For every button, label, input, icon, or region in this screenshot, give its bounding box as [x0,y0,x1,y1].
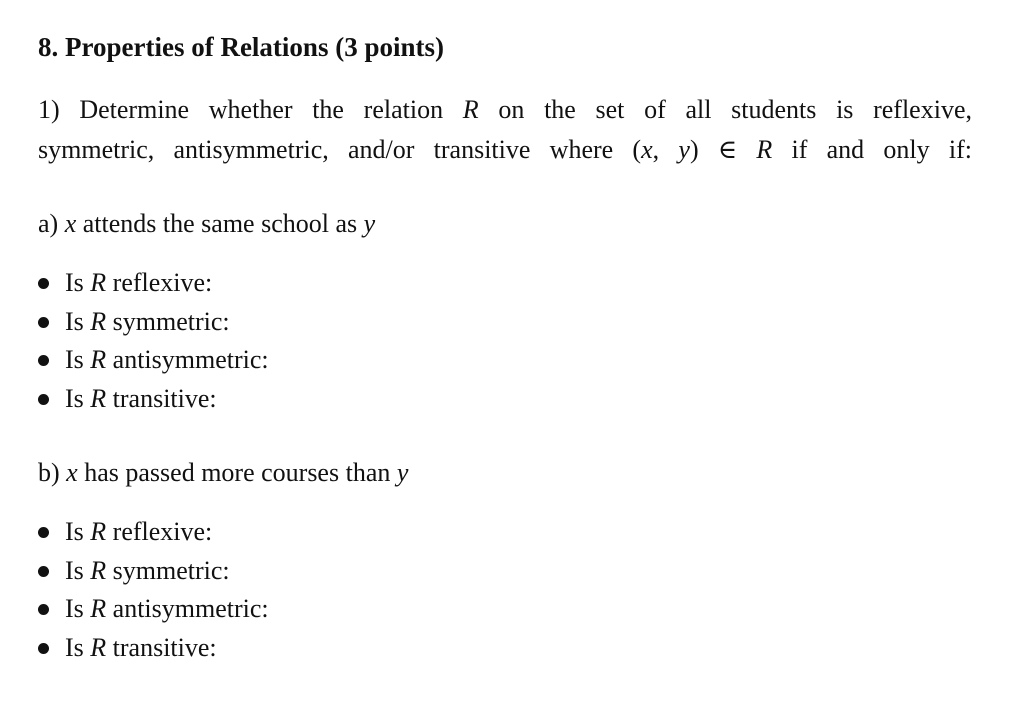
section-heading: 8. Properties of Relations (3 points) [38,32,444,62]
bullet-icon [38,394,49,405]
text: Is [65,268,91,297]
part-b-statement [38,458,408,488]
text: antisymmetric: [106,594,269,623]
math-R: R [90,594,107,623]
text: reflexive: [106,268,213,297]
text: symmetric, antisymmetric, and/or transitive where ( [38,135,642,164]
text: Is [65,594,91,623]
bullet-icon [38,604,49,615]
math-R: R [90,517,107,546]
question-item [38,384,217,414]
intro-line-1 [38,95,972,125]
part-label: b) [38,458,67,487]
math-R: R [90,384,107,413]
text: has passed more courses than [77,458,397,487]
part-label: a) [38,209,65,238]
bullet-icon [38,566,49,577]
bullet-icon [38,355,49,366]
text: 1) Determine whether the relation [38,95,463,124]
math-x: x [64,209,77,238]
math-x: x [641,135,653,164]
math-R: R [90,633,107,662]
text: Is [65,384,91,413]
question-item [38,307,230,337]
math-R: R [90,556,107,585]
text: , [652,135,679,164]
text: antisymmetric: [106,345,269,374]
math-x: x [66,458,78,487]
math-R: R [756,135,773,164]
text: on the set of all students is reflexive, [478,95,972,124]
bullet-icon [38,527,49,538]
question-item [38,517,212,547]
math-R: R [90,345,107,374]
text: symmetric: [106,556,230,585]
text: Is [65,307,91,336]
math-y: y [363,209,376,238]
bullet-icon [38,643,49,654]
math-y: y [396,458,409,487]
text: Is [65,345,91,374]
bullet-icon [38,317,49,328]
math-y: y [678,135,690,164]
text: reflexive: [106,517,213,546]
text: Is [65,556,91,585]
question-item [38,345,269,375]
part-a-statement [38,209,375,239]
intro-line-2 [38,135,972,165]
text: Is [65,517,91,546]
question-item [38,268,212,298]
text: if and only if: [772,135,972,164]
text: attends the same school as [76,209,364,238]
bullet-icon [38,278,49,289]
text: symmetric: [106,307,230,336]
text: Is [65,633,91,662]
math-R: R [90,307,107,336]
question-item [38,556,230,586]
text: transitive: [106,633,217,662]
math-R: R [90,268,107,297]
math-R: R [462,95,479,124]
text: ) ∈ [689,135,757,164]
question-item [38,594,269,624]
text: transitive: [106,384,217,413]
question-item [38,633,217,663]
